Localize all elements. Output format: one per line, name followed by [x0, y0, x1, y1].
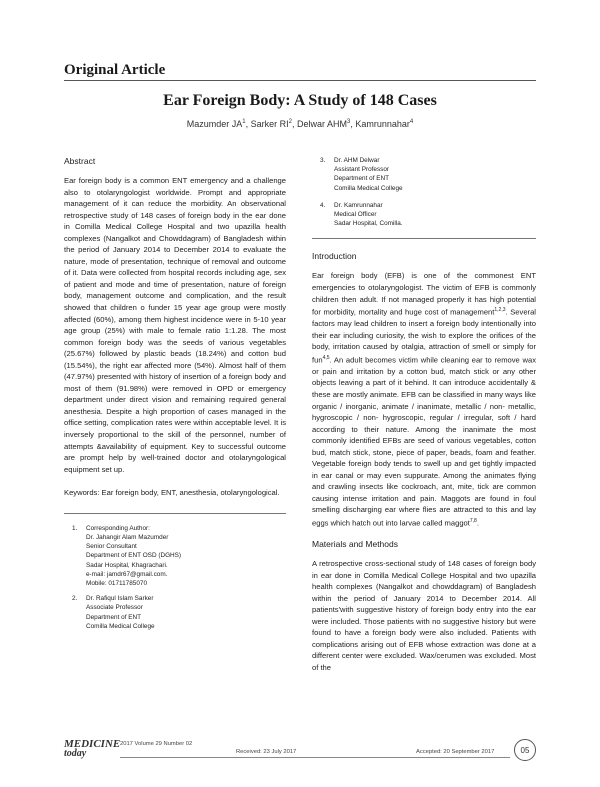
affiliation-4: 4. Dr. Kamrunnahar Medical Officer Sadar Hospital, Comilla. — [320, 201, 403, 228]
methods-body: A retrospective cross-sectional study of 148 cases of foreign body in ear done in Comilla Medical College Hospital and two upazilla health complexes (Nangalkot and chowddagram) of Bangladesh within the period of January 2014 to December 2014. All patients'with suggestive history of foreign body entry into the ear were included. Those patients with no suggestive history but were found to have a foreign body were also included. Patients with complications arising out of EFB whose extraction was done at a different center were excluded. Wax/cerumen was excluded. Most of the — [312, 559, 536, 672]
affiliation-1: 1. Corresponding Author: Dr. Jahangir Alam Mazumder Senior Consultant Department of ENT OSD (DGHS) Sadar Hospital, Khagrachari. e-mail: jamdr67@gmail.com. Mobile: 01711785070 — [72, 524, 182, 587]
affiliations-left — [64, 513, 286, 631]
affiliations-right — [312, 156, 536, 228]
affiliation-rule — [312, 238, 536, 239]
methods-heading: Materials and Methods — [312, 539, 398, 550]
footer-rule — [120, 757, 510, 758]
article-title: Ear Foreign Body: A Study of 148 Cases — [163, 92, 437, 109]
email-link[interactable]: e-mail: jamdr67@gmail.com. — [86, 570, 168, 578]
author-list: Mazumder $JA^1$, Sarker $RI^2$, Delwar AHM$^3$, Kamrunnahar$^4$ — [186, 119, 414, 129]
author: Kamrunnahar$^4$ — [355, 119, 414, 129]
journal-logo: MEDICINE today — [64, 738, 121, 759]
page-number: 05 — [514, 739, 536, 761]
abstract-heading: Abstract — [64, 156, 96, 166]
author: Sarker $RI^2$ — [250, 119, 292, 129]
left-column — [64, 156, 286, 637]
accepted-date: Accepted: 20 September 2017 — [416, 749, 495, 755]
keywords: Keywords: Ear foreign body, ENT, anesthesia, otolaryngological. — [64, 488, 280, 498]
abstract-body: Ear foreign body is a common ENT emergency and a challenge also to otolaryngologist worldwide. Prompt and appropriate management of it can reduce the morbidity. An observational retrospective study of 148 cases of foreign body in the ear done in Comilla Medical College Hospital and two upazilla health complexes (Nangalkot and Chowddagram) of Bangladesh within the period of January 2014 to December 2014 to evaluate the nature, mode of presentation, technique of removal and outcome of it. Data were collected from hospital records including age, sex of patient and mode and time of presentation, nature of foreign body, management outcome and complication, and the result showed that children o funder 15 year age group were mostly affected (60%), among them highest incidence were in 5-10 year age group (25%) with male to female ratio 1:1.28. The most common foreign body was the seeds of various vegetables (25.67%) followed by plastic beads (18.24%) and cotton bud (15.54%), the right ear affected more (54%). Almost half of them (47.97%) presented with history of insertion of a foreign body and most of them (91.98%) were removed in OPD or emergency department under direct vision and remaining required general anesthesia. Despite a high proportion of cases managed in the office setting, complication rates were within acceptable level. It is inversely proportional to the skill of the personnel, number of attempts &availability of equipment. Key to successful outcome are prompt help by well-trained doctor and otolaryngological equipment set up. — [64, 176, 286, 474]
affiliation-2: 2. Dr. Rafiqul Islam Sarker Associate Professor Department of ENT Comilla Medical College — [72, 595, 155, 630]
introduction-body: Ear foreign body (EFB) is one of the commonest ENT emergencies to otolaryngologist. The victim of EFB is commonly children then adult. If not managed properly it has high potential for morbidity, mortality and huge cost of management$^{1,2,3}$. Several factors may lead children to insert a foreign body intentionally into their ear including curiosity, the wish to explore the orifices of the body, irritation caused by otalgia, attraction of smell or simply for fun$^{4,5}$. An adult becomes victim while cleaning ear to remove wax or pain and irritation by a cotton bud, match stick or any other objects leaving a part of it behind. It can introduce accidentally & these are mostly animate. EFB can be classified in many ways like organic / inorganic, animate / inanimate, metallic / non- metallic, hygroscopic / non- hygroscopic, regular / irregular, soft / hard according to their nature. Among the inanimate the most commonly identified EFBs are seed of various vegetables, cotton bud, match stick, stone, piece of paper, beads, foam and feather. Vegetable foreign body tends to swell up and get tightly impacted in ear canal or may even suppurate. Among the animates flying and crawling insects like cockroach, ant, mite, tick are common causing intense irritation and pain. Maggots are found in foul smelling discharging ear where flies are attracted to this and lay eggs which hatch out into larvae called maggot$^{7,8}$. — [312, 271, 536, 528]
page-footer — [64, 737, 536, 767]
author: Mazumder $JA^1$ — [186, 119, 246, 129]
issue-info: 2017 Volume 29 Number 02 — [120, 741, 193, 747]
header-rule — [64, 80, 536, 81]
right-column — [312, 156, 536, 674]
introduction-heading: Introduction — [312, 251, 357, 262]
author: Delwar AHM$^3$ — [297, 119, 351, 129]
received-date: Received: 23 July 2017 — [236, 749, 297, 755]
affiliation-3: 3. Dr. AHM Delwar Assistant Professor Department of ENT Comilla Medical College — [320, 157, 403, 192]
section-label: Original Article — [64, 62, 166, 78]
